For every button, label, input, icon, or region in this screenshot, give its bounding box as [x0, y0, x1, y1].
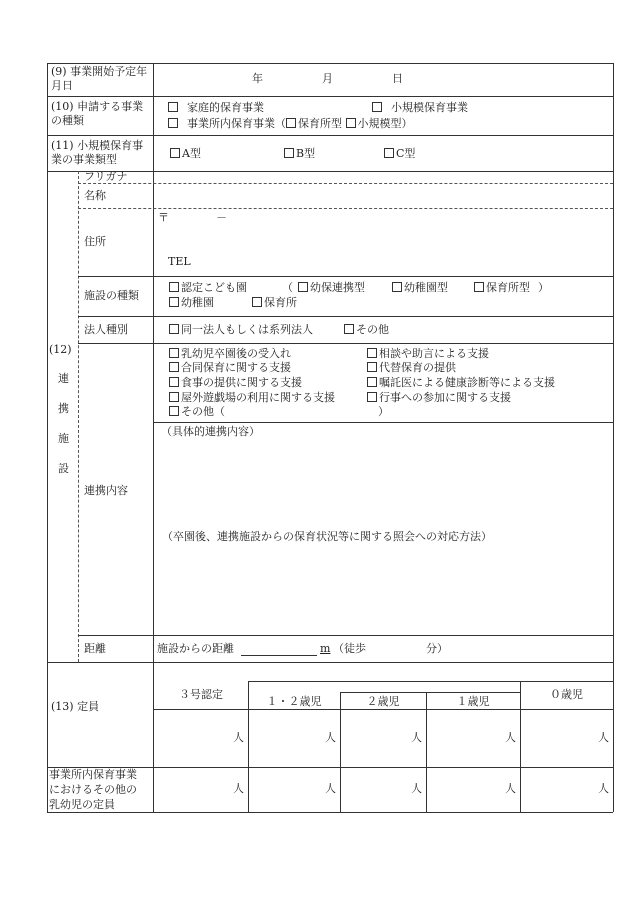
header-age12: １・２歳児: [266, 695, 322, 708]
option-small-scale[interactable]: 小規模保育事業: [372, 101, 468, 115]
coop-option[interactable]: 食事の提供に関する支援: [169, 376, 302, 390]
other-age2-unit: 人: [411, 782, 422, 795]
coop-other-close: ）: [378, 405, 389, 418]
checkbox-icon: [169, 297, 179, 307]
checkbox-icon: [367, 377, 377, 387]
coop-option[interactable]: 合同保育に関する支援: [169, 361, 291, 375]
header-age2: ２歳児: [366, 695, 400, 708]
after-graduation-field[interactable]: [158, 546, 608, 632]
section12-char: 携: [58, 402, 69, 415]
option-youchien[interactable]: 幼稚園: [169, 296, 214, 310]
option-type-c[interactable]: C型: [384, 147, 415, 161]
other-capacity-label: 乳幼児の定員: [49, 798, 115, 811]
checkbox-icon: [392, 282, 402, 292]
capacity-no3-unit: 人: [233, 731, 244, 744]
distance-text: 施設からの距離: [157, 642, 234, 655]
coop-option[interactable]: 相談や助言による支援: [367, 347, 489, 361]
capacity-age1-unit: 人: [505, 731, 516, 744]
coop-option[interactable]: 乳幼児卒園後の受入れ: [169, 347, 291, 361]
coop-option[interactable]: 代替保育の提供: [367, 361, 456, 375]
address-label: 住所: [84, 235, 106, 248]
paren-close: ）: [538, 281, 549, 294]
month-label: 月: [322, 72, 333, 85]
coop-option[interactable]: 屋外遊戯場の利用に関する支援: [169, 391, 335, 405]
checkbox-icon: [169, 348, 179, 358]
distance-label: 距離: [84, 642, 106, 655]
checkbox-icon: [169, 282, 179, 292]
walk-minutes-input[interactable]: [368, 642, 424, 655]
furigana-field[interactable]: [158, 172, 608, 182]
checkbox-icon: [169, 377, 179, 387]
capacity-label: (13) 定員: [51, 700, 100, 713]
postal-mark: 〒: [158, 211, 169, 224]
section12-char: 設: [58, 462, 69, 475]
option-youchien-type[interactable]: 幼稚園型: [392, 281, 448, 295]
option-home-based[interactable]: 家庭的保育事業: [168, 101, 264, 115]
distance-unit: m: [320, 642, 331, 655]
option-hoikusho-type[interactable]: 保育所型: [474, 281, 530, 295]
distance-input[interactable]: [241, 642, 317, 656]
option-type-b[interactable]: B型: [284, 147, 315, 161]
checkbox-icon: [168, 102, 178, 112]
row11-label: (11) 小規模保育事業の事業類型: [51, 139, 144, 166]
section12-char: 連: [58, 372, 69, 385]
specific-cooperation-field[interactable]: [158, 440, 608, 526]
checkbox-icon: [474, 282, 484, 292]
checkbox-icon: [252, 297, 262, 307]
checkbox-icon: [169, 362, 179, 372]
option-hoikusho[interactable]: 保育所: [252, 296, 297, 310]
other-age0-unit: 人: [598, 782, 609, 795]
other-age1-unit: 人: [505, 782, 516, 795]
option-workplace[interactable]: 事業所内保育事業（ 保育所型 小規模型）: [168, 117, 413, 131]
checkbox-icon: [384, 148, 394, 158]
facility-type-label: 施設の種類: [84, 289, 139, 302]
checkbox-icon[interactable]: [286, 118, 296, 128]
furigana-label: フリガナ: [84, 170, 128, 183]
capacity-age12-unit: 人: [325, 731, 336, 744]
section12-char: 施: [58, 432, 69, 445]
address-field[interactable]: [158, 212, 608, 272]
checkbox-icon: [168, 118, 178, 128]
checkbox-icon: [367, 348, 377, 358]
checkbox-icon: [169, 392, 179, 402]
option-nintei[interactable]: 認定こども園: [169, 281, 247, 295]
start-date-field[interactable]: [160, 66, 600, 92]
coop-option[interactable]: 行事への参加に関する支援: [367, 391, 511, 405]
walk-label: （徒歩: [333, 642, 366, 655]
paren-open: （: [282, 281, 293, 294]
checkbox-icon: [169, 406, 179, 416]
checkbox-icon: [367, 362, 377, 372]
option-yoho-renkei[interactable]: 幼保連携型: [298, 281, 365, 295]
year-label: 年: [252, 72, 263, 85]
checkbox-icon: [372, 102, 382, 112]
checkbox-icon[interactable]: [346, 118, 356, 128]
checkbox-icon: [170, 148, 180, 158]
name-label: 名称: [84, 189, 106, 202]
minutes-label: 分）: [426, 642, 448, 655]
row10-label: (10) 申請する事業の種類: [51, 100, 144, 127]
option-corp-other[interactable]: その他: [344, 323, 389, 337]
section12-number: (12): [49, 343, 72, 356]
other-no3-unit: 人: [233, 782, 244, 795]
specific-cooperation-label: （具体的連携内容）: [161, 425, 260, 438]
capacity-age2-unit: 人: [411, 731, 422, 744]
checkbox-icon: [344, 324, 354, 334]
tel-label: TEL: [168, 255, 191, 268]
checkbox-icon: [367, 392, 377, 402]
day-label: 日: [392, 72, 403, 85]
postal-dash: －: [216, 211, 227, 224]
other-capacity-label: 事業所内保育事業: [49, 768, 137, 781]
header-age0: ０歳児: [550, 688, 583, 701]
corp-type-label: 法人種別: [84, 323, 128, 336]
option-same-corp[interactable]: 同一法人もしくは系列法人: [169, 323, 313, 337]
option-type-a[interactable]: A型: [170, 147, 201, 161]
header-age1: １歳児: [456, 695, 490, 708]
name-field[interactable]: [158, 186, 608, 206]
header-no3: ３号認定: [179, 688, 223, 701]
other-age12-unit: 人: [325, 782, 336, 795]
after-graduation-label: （卒園後、連携施設からの保育状況等に関する照会への対応方法）: [162, 530, 492, 543]
other-capacity-label: におけるその他の: [49, 783, 137, 796]
checkbox-icon: [284, 148, 294, 158]
capacity-age0-unit: 人: [598, 731, 609, 744]
cooperation-label: 連携内容: [84, 484, 128, 497]
coop-option-other[interactable]: その他（: [169, 405, 225, 419]
checkbox-icon: [169, 324, 179, 334]
coop-option[interactable]: 嘱託医による健康診断等による支援: [367, 376, 555, 390]
checkbox-icon: [298, 282, 308, 292]
row9-label: (9) 事業開始予定年月日: [51, 65, 148, 92]
